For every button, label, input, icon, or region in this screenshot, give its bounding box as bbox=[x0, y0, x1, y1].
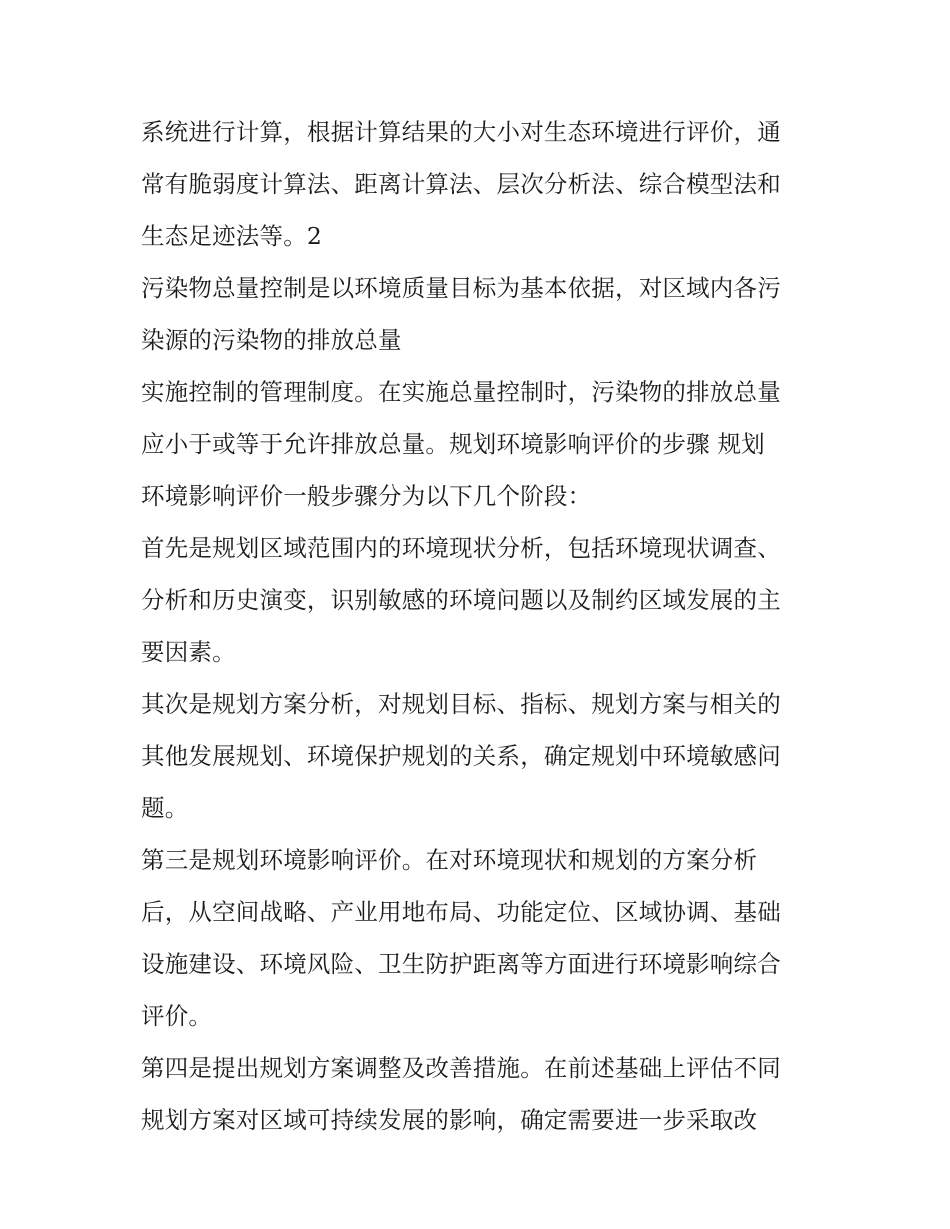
text-line: 染源的污染物的排放总量 bbox=[141, 326, 402, 354]
text-line: 应小于或等于允许排放总量。规划环境影响评价的步骤 规划 bbox=[141, 430, 765, 458]
text-line: 生态足迹法等。2 bbox=[141, 222, 323, 250]
text-line: 题。 bbox=[141, 794, 189, 822]
text-line: 实施控制的管理制度。在实施总量控制时，污染物的排放总量 bbox=[141, 378, 781, 406]
text-line: 其他发展规划、环境保护规划的关系，确定规划中环境敏感问 bbox=[141, 742, 781, 770]
text-line: 分析和历史演变，识别敏感的环境问题以及制约区域发展的主 bbox=[141, 586, 781, 614]
text-line: 第三是规划环境影响评价。在对环境现状和规划的方案分析 bbox=[141, 846, 758, 874]
text-line: 常有脆弱度计算法、距离计算法、层次分析法、综合模型法和 bbox=[141, 170, 781, 198]
text-line: 设施建设、环境风险、卫生防护距离等方面进行环境影响综合 bbox=[141, 950, 781, 978]
text-line: 评价。 bbox=[141, 1002, 213, 1030]
text-line: 其次是规划方案分析，对规划目标、指标、规划方案与相关的 bbox=[141, 690, 781, 718]
text-line: 规划方案对区域可持续发展的影响，确定需要进一步采取改 bbox=[141, 1106, 758, 1134]
text-line: 污染物总量控制是以环境质量目标为基本依据，对区域内各污 bbox=[141, 274, 781, 302]
document-page bbox=[141, 106, 821, 1146]
text-line: 后，从空间战略、产业用地布局、功能定位、区域协调、基础 bbox=[141, 898, 781, 926]
text-line: 要因素。 bbox=[141, 638, 236, 666]
text-line: 系统进行计算，根据计算结果的大小对生态环境进行评价，通 bbox=[141, 118, 781, 146]
text-line: 第四是提出规划方案调整及改善措施。在前述基础上评估不同 bbox=[141, 1054, 781, 1082]
text-line: 环境影响评价一般步骤分为以下几个阶段： bbox=[141, 482, 592, 510]
text-line: 首先是规划区域范围内的环境现状分析，包括环境现状调查、 bbox=[141, 534, 781, 562]
